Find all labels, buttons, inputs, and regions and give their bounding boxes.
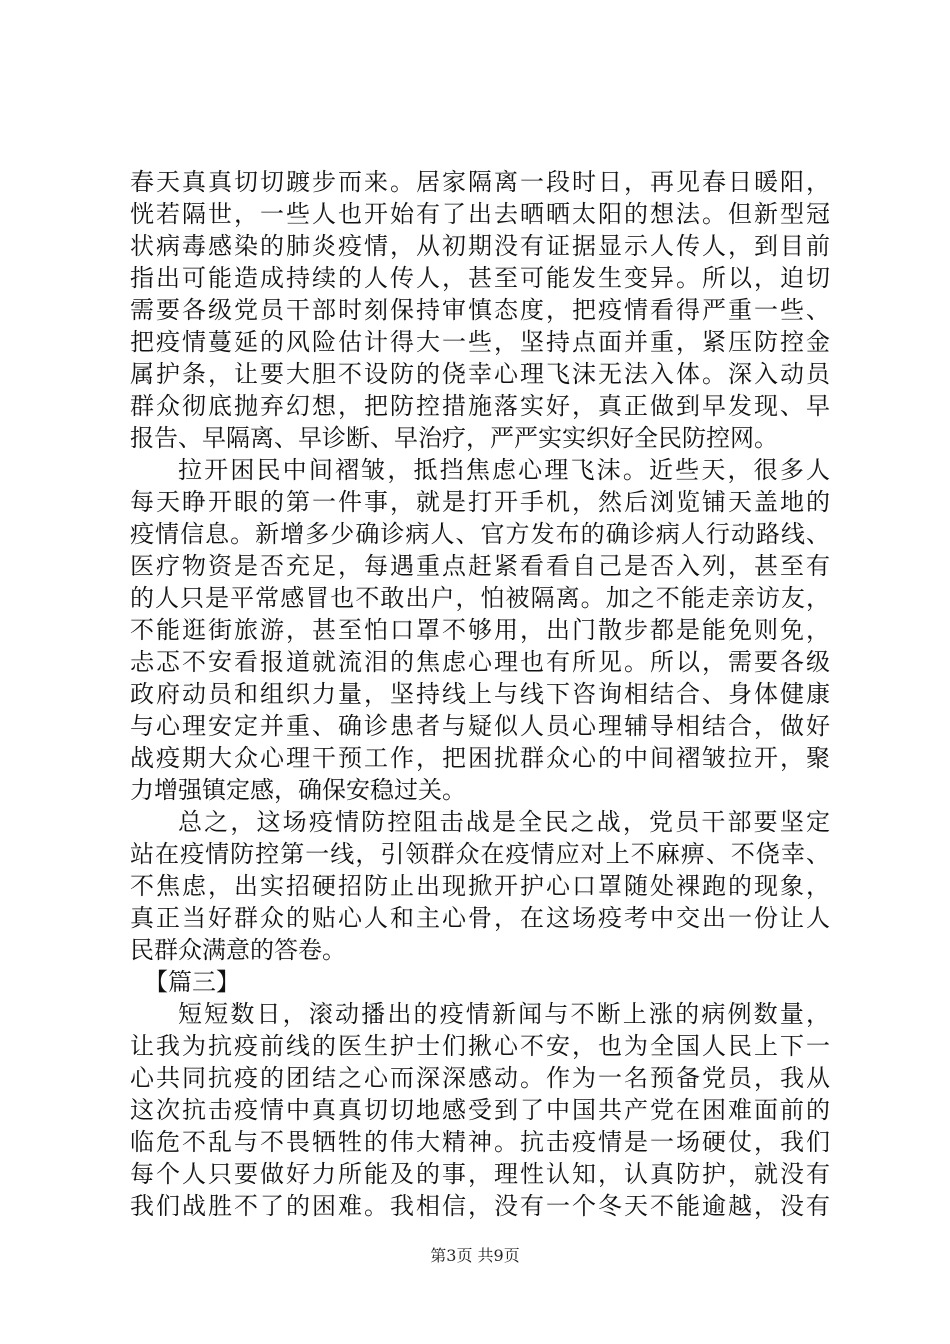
section-heading: 【篇三】 [144,968,240,996]
text-line: 忐忑不安看报道就流泪的焦虑心理也有所见。所以，需要各级 [130,648,830,676]
text-line: 政府动员和组织力量，坚持线上与线下咨询相结合、身体健康 [130,680,830,708]
document-body [130,166,830,1222]
text-line: 站在疫情防控第一线，引领群众在疫情应对上不麻痹、不侥幸、 [130,840,830,868]
text-line: 战疫期大众心理干预工作，把困扰群众心的中间褶皱拉开，聚 [130,744,830,772]
text-line: 这次抗击疫情中真真切切地感受到了中国共产党在困难面前的 [130,1096,830,1124]
text-line: 力增强镇定感，确保安稳过关。 [130,776,466,804]
text-line: 群众彻底抛弃幻想，把防控措施落实好，真正做到早发现、早 [130,392,830,420]
text-line: 恍若隔世，一些人也开始有了出去晒晒太阳的想法。但新型冠 [130,200,830,228]
text-line: 临危不乱与不畏牺牲的伟大精神。抗击疫情是一场硬仗，我们 [130,1128,830,1156]
text-line: 报告、早隔离、早诊断、早治疗，严严实实织好全民防控网。 [130,424,778,452]
page-footer: 第3页 共9页 [430,1246,520,1265]
text-line: 的人只是平常感冒也不敢出户，怕被隔离。加之不能走亲访友， [130,584,830,612]
text-line: 每个人只要做好力所能及的事，理性认知，认真防护，就没有 [130,1160,830,1188]
text-line: 我们战胜不了的困难。我相信，没有一个冬天不能逾越，没有 [130,1192,830,1220]
text-line: 短短数日，滚动播出的疫情新闻与不断上涨的病例数量， [178,1000,830,1028]
text-line: 每天睁开眼的第一件事，就是打开手机，然后浏览铺天盖地的 [130,488,830,516]
text-line: 不焦虑，出实招硬招防止出现掀开护心口罩随处裸跑的现象， [130,872,830,900]
text-line: 需要各级党员干部时刻保持审慎态度，把疫情看得严重一些、 [130,296,830,324]
text-line: 把疫情蔓延的风险估计得大一些，坚持点面并重，紧压防控金 [130,328,830,356]
text-line: 医疗物资是否充足，每遇重点赶紧看看自己是否入列，甚至有 [130,552,830,580]
text-line: 与心理安定并重、确诊患者与疑似人员心理辅导相结合，做好 [130,712,830,740]
text-line: 不能逛街旅游，甚至怕口罩不够用，出门散步都是能免则免， [130,616,830,644]
text-line: 状病毒感染的肺炎疫情，从初期没有证据显示人传人，到目前 [130,232,830,260]
text-line: 春天真真切切踱步而来。居家隔离一段时日，再见春日暖阳， [130,168,830,196]
text-line: 疫情信息。新增多少确诊病人、官方发布的确诊病人行动路线、 [130,520,830,548]
text-line: 真正当好群众的贴心人和主心骨，在这场疫考中交出一份让人 [130,904,830,932]
text-line: 指出可能造成持续的人传人，甚至可能发生变异。所以，迫切 [130,264,830,292]
text-line: 让我为抗疫前线的医生护士们揪心不安，也为全国人民上下一 [130,1032,830,1060]
text-line: 心共同抗疫的团结之心而深深感动。作为一名预备党员，我从 [130,1064,830,1092]
text-line: 民群众满意的答卷。 [130,936,346,964]
text-line: 总之，这场疫情防控阻击战是全民之战，党员干部要坚定 [178,808,830,836]
text-line: 拉开困民中间褶皱，抵挡焦虑心理飞沫。近些天，很多人 [178,456,830,484]
text-line: 属护条，让要大胆不设防的侥幸心理飞沫无法入体。深入动员 [130,360,830,388]
